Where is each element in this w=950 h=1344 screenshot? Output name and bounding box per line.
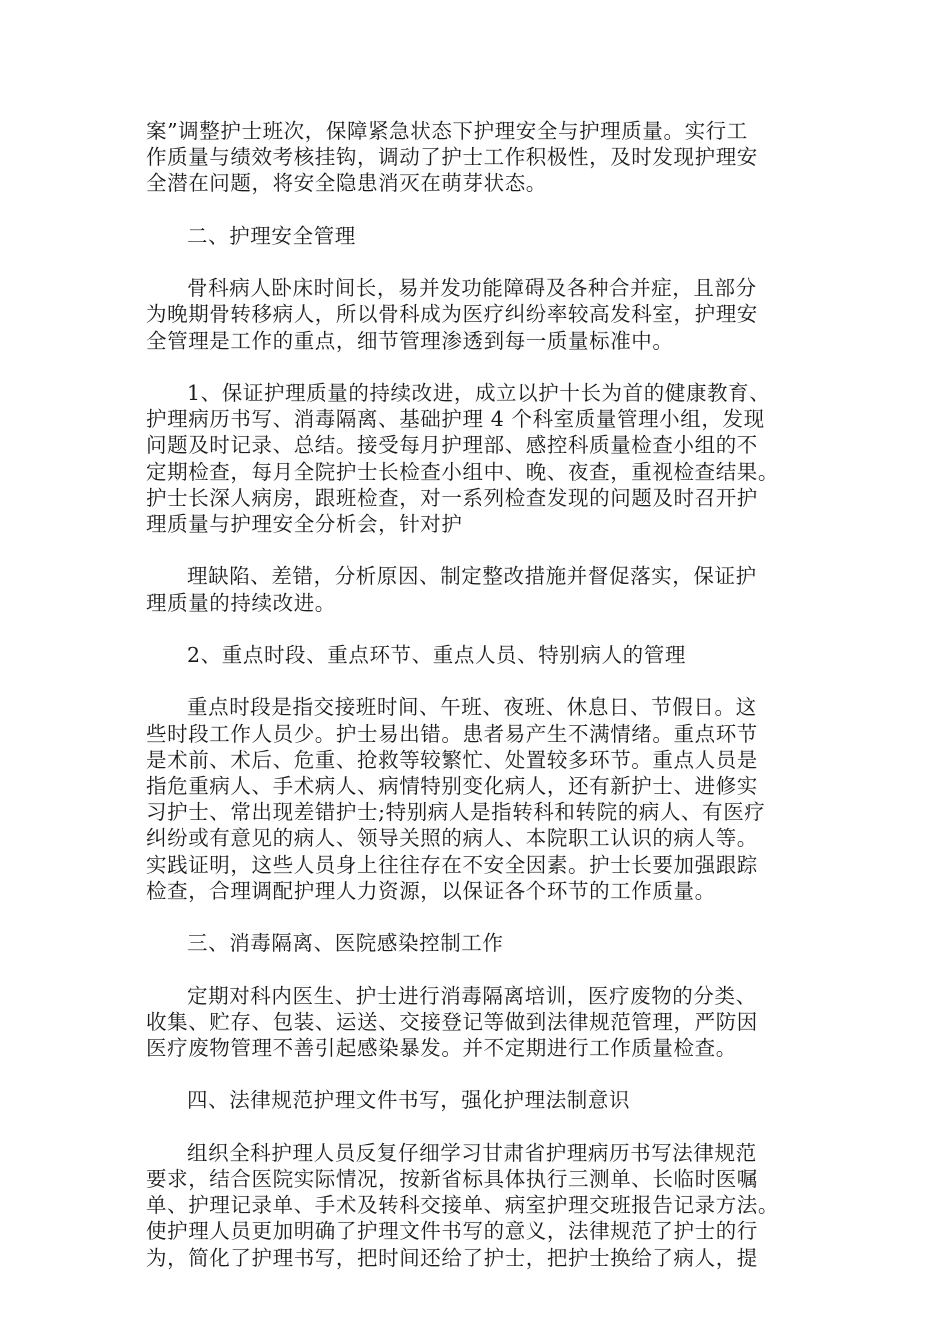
paragraph-defect-analysis: 理缺陷、差错，分析原因、制定整改措施并督促落实，保证护 理质量的持续改进。: [146, 564, 757, 615]
section-heading-nursing-safety: 二、护理安全管理: [187, 223, 356, 248]
section-heading-infection-control: 三、消毒隔离、医院感染控制工作: [187, 931, 504, 956]
section-heading-legal-documentation: 四、法律规范护理文件书写，强化护理法制意识: [187, 1088, 631, 1113]
paragraph-quality-improvement: 1、保证护理质量的持续改进，成立以护十长为首的健康教育、 护理病历书写、消毒隔离、基础护理 4 个科室质量管理小组，发现 问题及时记录、总结。接受每月护理部、感控科质量检查小组的不 定期检查，每月全院护士长检查小组中、晚、夜查，重视检查结果。 护士长深人病房，跟班检查，对一系列检查发现的问题及时召开护 理质量与护理安全分析会，针对护: [146, 380, 779, 536]
paragraph-legal-documentation: 组织全科护理人员反复仔细学习甘肃省护理病历书写法律规范 要求，结合医院实际情况，按新省标具体执行三测单、长临时医嘱 单、护理记录单、手术及转科交接单、病室护理交班报告记录方法。 使护理人员更加明确了护理文件书写的意义，法律规范了护士的行 为，简化了护理书写，把时间还给了护士，把护士换给了病人，提: [146, 1140, 779, 1270]
subsection-heading-key-periods: 2、重点时段、重点环节、重点人员、特别病人的管理: [187, 642, 686, 667]
paragraph-infection-control: 定期对科内医生、护士进行消毒隔离培训，医疗废物的分类、 收集、贮存、包装、运送、交接登记等做到法律规范管理，严防因 医疗废物管理不善引起感染暴发。并不定期进行工作质量检查。: [146, 983, 758, 1060]
paragraph-orthopedic-safety: 骨科病人卧床时间长，易并发功能障碍及各种合并症，且部分 为晚期骨转移病人，所以骨科成为医疗纠纷率较高发科室，护理安 全管理是工作的重点，细节管理渗透到每一质量标准中。: [146, 276, 758, 353]
paragraph-continuation: 案”调整护士班次，保障紧急状态下护理安全与护理质量。实行工 作质量与绩效考核挂钩，调动了护士工作积极性，及时发现护理安 全潜在问题，将安全隐患消灭在萌芽状态。: [146, 119, 758, 196]
paragraph-key-periods: 重点时段是指交接班时间、午班、夜班、休息日、节假日。这 些时段工作人员少。护士易出错。患者易产生不满情绪。重点环节 是术前、术后、危重、抢救等较繁忙、处置较多环节。重点人员是 指危重病人、手术病人、病情特别变化病人，还有新护士、进修实 习护士、常出现差错护士;特别病人是指转科和转院的病人、有医疗 纠纷或有意见的病人、领导关照的病人、本院职工认识的病人等。 实践证明，这些人员身上往往存在不安全因素。护士长要加强跟踪 检查，合理调配护理人力资源，以保证各个环节的工作质量。: [146, 695, 766, 903]
document-page: [146, 118, 826, 1297]
